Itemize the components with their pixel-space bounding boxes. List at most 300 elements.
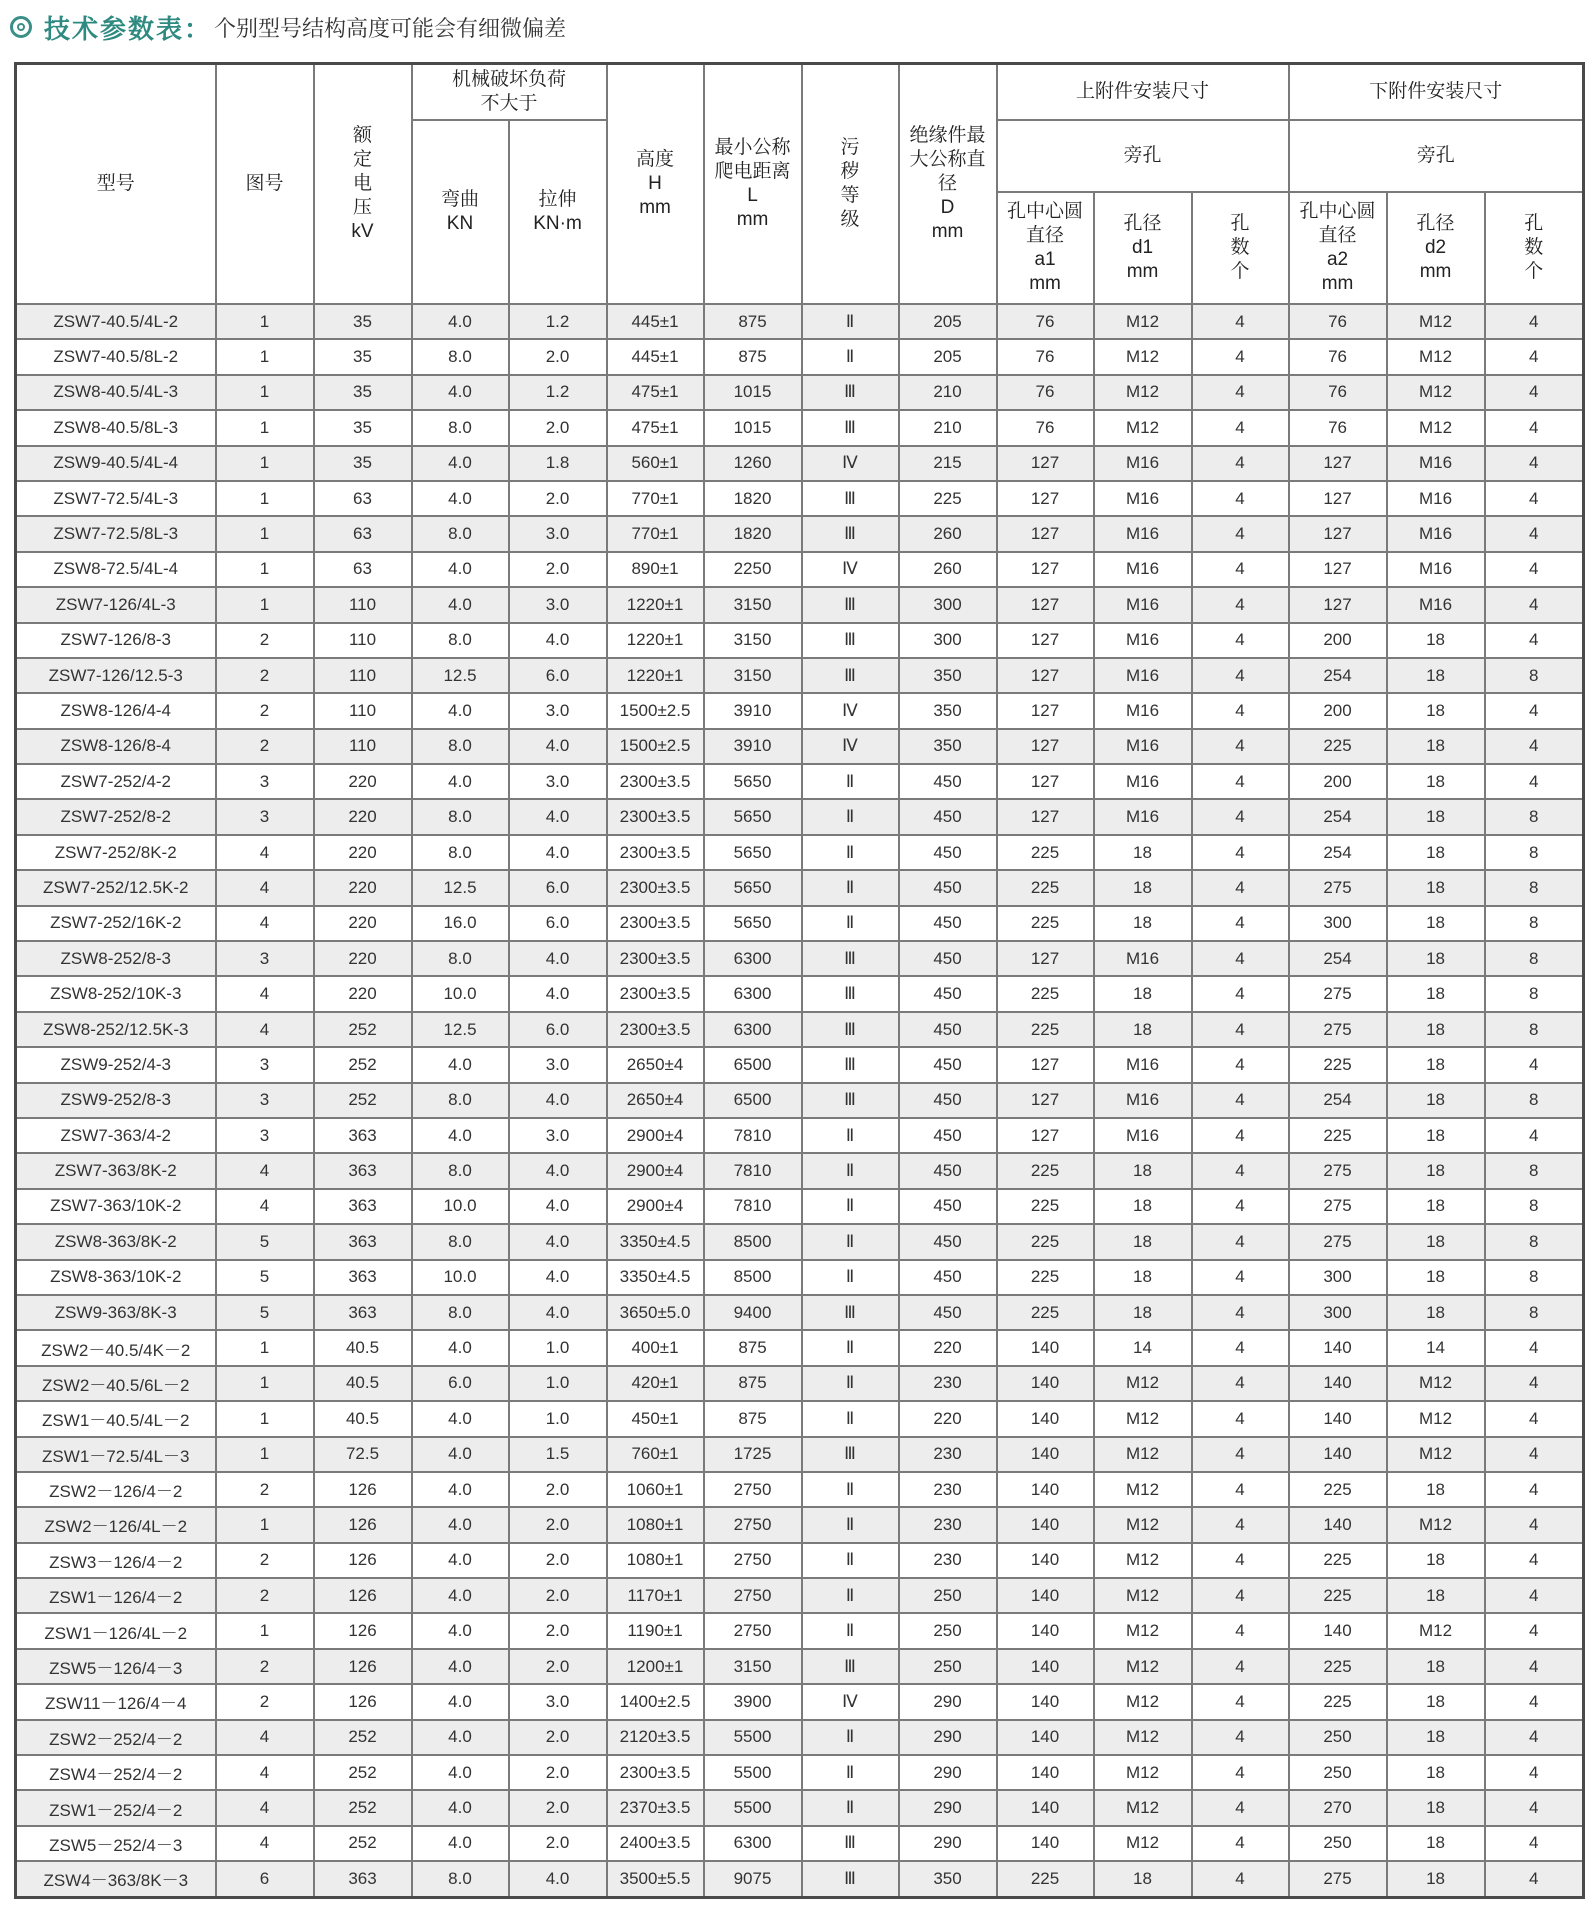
table-row [16, 1189, 1584, 1224]
cell-a1: 140 [997, 1649, 1094, 1684]
cell-creepage: 9075 [704, 1861, 802, 1897]
cell-pollution: Ⅱ [802, 1118, 899, 1153]
cell-n1: 4 [1192, 1613, 1289, 1648]
cell-height: 1500±2.5 [607, 693, 704, 728]
cell-figure: 1 [216, 1366, 314, 1401]
cell-bending: 8.0 [412, 410, 509, 445]
cell-diameter: 350 [899, 658, 997, 693]
cell-voltage: 252 [314, 1012, 412, 1047]
cell-a1: 140 [997, 1613, 1094, 1648]
cell-n1: 4 [1192, 1047, 1289, 1082]
cell-model: ZSW8-363/10K-2 [16, 1260, 216, 1295]
cell-voltage: 126 [314, 1684, 412, 1719]
cell-n2: 8 [1485, 1012, 1584, 1047]
header-upper-fitting: 上附件安装尺寸 [997, 64, 1289, 121]
cell-diameter: 350 [899, 693, 997, 728]
cell-n1: 4 [1192, 976, 1289, 1011]
cell-figure: 2 [216, 623, 314, 658]
cell-diameter: 450 [899, 941, 997, 976]
cell-figure: 5 [216, 1224, 314, 1259]
cell-diameter: 225 [899, 481, 997, 516]
cell-a1: 140 [997, 1790, 1094, 1825]
cell-creepage: 3910 [704, 729, 802, 764]
cell-d2: 18 [1387, 1684, 1485, 1719]
cell-diameter: 210 [899, 375, 997, 410]
cell-figure: 2 [216, 1649, 314, 1684]
cell-d2: M12 [1387, 339, 1485, 374]
cell-bending: 4.0 [412, 1755, 509, 1790]
table-row [16, 1826, 1584, 1861]
cell-diameter: 450 [899, 906, 997, 941]
cell-n1: 4 [1192, 835, 1289, 870]
table-row [16, 375, 1584, 410]
cell-pollution: Ⅲ [802, 658, 899, 693]
cell-a1: 76 [997, 339, 1094, 374]
cell-d2: 18 [1387, 1295, 1485, 1330]
cell-n1: 4 [1192, 1578, 1289, 1613]
cell-n1: 4 [1192, 1189, 1289, 1224]
cell-d1: 18 [1094, 870, 1192, 905]
cell-a2: 225 [1289, 1118, 1387, 1153]
cell-figure: 4 [216, 1755, 314, 1790]
table-row [16, 1720, 1584, 1755]
cell-bending: 8.0 [412, 339, 509, 374]
cell-a1: 76 [997, 304, 1094, 339]
cell-d2: 18 [1387, 799, 1485, 834]
cell-diameter: 450 [899, 1189, 997, 1224]
cell-figure: 1 [216, 1507, 314, 1542]
cell-tensile: 4.0 [509, 1260, 607, 1295]
cell-n2: 4 [1485, 1507, 1584, 1542]
cell-bending: 4.0 [412, 1578, 509, 1613]
header-pollution: 污 秽 等 级 [802, 64, 899, 305]
cell-creepage: 5500 [704, 1755, 802, 1790]
cell-figure: 1 [216, 516, 314, 551]
cell-pollution: Ⅲ [802, 587, 899, 622]
cell-voltage: 220 [314, 906, 412, 941]
table-row [16, 516, 1584, 551]
cell-bending: 4.0 [412, 1684, 509, 1719]
cell-creepage: 875 [704, 304, 802, 339]
cell-voltage: 252 [314, 1826, 412, 1861]
cell-height: 2900±4 [607, 1118, 704, 1153]
cell-n2: 4 [1485, 764, 1584, 799]
cell-n1: 4 [1192, 1649, 1289, 1684]
table-row [16, 693, 1584, 728]
cell-n1: 4 [1192, 1224, 1289, 1259]
cell-pollution: Ⅱ [802, 1720, 899, 1755]
cell-model: ZSW2－126/4L－2 [16, 1507, 216, 1542]
cell-model: ZSW11－126/4－4 [16, 1684, 216, 1719]
table-row [16, 1507, 1584, 1542]
cell-height: 2300±3.5 [607, 1012, 704, 1047]
cell-bending: 4.0 [412, 1118, 509, 1153]
cell-height: 1200±1 [607, 1649, 704, 1684]
cell-height: 2300±3.5 [607, 764, 704, 799]
cell-d1: 18 [1094, 1861, 1192, 1897]
cell-n1: 4 [1192, 729, 1289, 764]
cell-voltage: 110 [314, 587, 412, 622]
cell-voltage: 363 [314, 1224, 412, 1259]
cell-a2: 225 [1289, 1684, 1387, 1719]
cell-creepage: 3900 [704, 1684, 802, 1719]
cell-model: ZSW8-126/8-4 [16, 729, 216, 764]
cell-tensile: 1.5 [509, 1437, 607, 1472]
cell-a2: 254 [1289, 835, 1387, 870]
cell-a1: 225 [997, 976, 1094, 1011]
cell-n2: 4 [1485, 1861, 1584, 1897]
cell-tensile: 2.0 [509, 1578, 607, 1613]
cell-height: 1080±1 [607, 1543, 704, 1578]
cell-pollution: Ⅱ [802, 1578, 899, 1613]
cell-bending: 8.0 [412, 1083, 509, 1118]
cell-tensile: 2.0 [509, 1755, 607, 1790]
table-row [16, 906, 1584, 941]
cell-creepage: 9400 [704, 1295, 802, 1330]
cell-pollution: Ⅲ [802, 941, 899, 976]
cell-height: 3500±5.5 [607, 1861, 704, 1897]
cell-a2: 140 [1289, 1366, 1387, 1401]
cell-d2: 18 [1387, 906, 1485, 941]
cell-pollution: Ⅲ [802, 623, 899, 658]
cell-diameter: 350 [899, 1861, 997, 1897]
cell-n2: 4 [1485, 1826, 1584, 1861]
cell-figure: 1 [216, 339, 314, 374]
cell-d1: M16 [1094, 481, 1192, 516]
cell-d2: 18 [1387, 870, 1485, 905]
cell-diameter: 220 [899, 1330, 997, 1365]
cell-pollution: Ⅱ [802, 906, 899, 941]
cell-n1: 4 [1192, 1861, 1289, 1897]
cell-voltage: 363 [314, 1118, 412, 1153]
cell-figure: 1 [216, 481, 314, 516]
cell-n1: 4 [1192, 410, 1289, 445]
cell-d1: M12 [1094, 1755, 1192, 1790]
cell-creepage: 3150 [704, 587, 802, 622]
cell-d1: M12 [1094, 1401, 1192, 1436]
cell-n2: 4 [1485, 304, 1584, 339]
cell-d2: M16 [1387, 481, 1485, 516]
header-diameter: 绝缘件最 大公称直 径 D mm [899, 64, 997, 305]
cell-height: 2300±3.5 [607, 976, 704, 1011]
cell-diameter: 260 [899, 516, 997, 551]
cell-tensile: 2.0 [509, 1826, 607, 1861]
cell-a2: 225 [1289, 1472, 1387, 1507]
cell-height: 560±1 [607, 446, 704, 481]
cell-creepage: 875 [704, 1366, 802, 1401]
cell-creepage: 875 [704, 1401, 802, 1436]
cell-height: 3350±4.5 [607, 1224, 704, 1259]
cell-diameter: 250 [899, 1649, 997, 1684]
cell-bending: 4.0 [412, 1790, 509, 1825]
cell-d1: 18 [1094, 1224, 1192, 1259]
cell-voltage: 72.5 [314, 1437, 412, 1472]
cell-d1: M12 [1094, 1684, 1192, 1719]
cell-model: ZSW3－126/4－2 [16, 1543, 216, 1578]
cell-bending: 4.0 [412, 1613, 509, 1648]
cell-creepage: 6300 [704, 1012, 802, 1047]
cell-figure: 4 [216, 1720, 314, 1755]
cell-d1: M16 [1094, 446, 1192, 481]
cell-height: 400±1 [607, 1330, 704, 1365]
header-a1: 孔中心圆 直径 a1 mm [997, 192, 1094, 304]
cell-tensile: 3.0 [509, 693, 607, 728]
cell-n2: 4 [1485, 1684, 1584, 1719]
cell-n1: 4 [1192, 1366, 1289, 1401]
cell-n1: 4 [1192, 1083, 1289, 1118]
cell-d2: M16 [1387, 587, 1485, 622]
cell-tensile: 4.0 [509, 941, 607, 976]
cell-creepage: 2750 [704, 1472, 802, 1507]
cell-bending: 4.0 [412, 1507, 509, 1542]
cell-pollution: Ⅲ [802, 1012, 899, 1047]
cell-a1: 140 [997, 1826, 1094, 1861]
header-n1: 孔 数 个 [1192, 192, 1289, 304]
cell-creepage: 6300 [704, 976, 802, 1011]
cell-d2: 18 [1387, 1153, 1485, 1188]
cell-d2: 18 [1387, 1224, 1485, 1259]
cell-pollution: Ⅲ [802, 410, 899, 445]
cell-voltage: 363 [314, 1153, 412, 1188]
cell-figure: 2 [216, 1578, 314, 1613]
cell-voltage: 252 [314, 1755, 412, 1790]
table-row [16, 1366, 1584, 1401]
cell-d2: M16 [1387, 516, 1485, 551]
cell-n2: 8 [1485, 1224, 1584, 1259]
cell-n1: 4 [1192, 693, 1289, 728]
table-row [16, 1012, 1584, 1047]
cell-n1: 4 [1192, 1437, 1289, 1472]
cell-tensile: 2.0 [509, 1790, 607, 1825]
table-row [16, 1684, 1584, 1719]
cell-model: ZSW1－40.5/4L－2 [16, 1401, 216, 1436]
cell-pollution: Ⅱ [802, 1790, 899, 1825]
cell-diameter: 250 [899, 1578, 997, 1613]
cell-model: ZSW7-126/4L-3 [16, 587, 216, 622]
cell-figure: 3 [216, 1047, 314, 1082]
cell-n1: 4 [1192, 1507, 1289, 1542]
cell-a1: 127 [997, 764, 1094, 799]
cell-voltage: 110 [314, 729, 412, 764]
cell-d2: 18 [1387, 658, 1485, 693]
cell-model: ZSW7-252/16K-2 [16, 906, 216, 941]
cell-figure: 4 [216, 1826, 314, 1861]
cell-a2: 225 [1289, 1543, 1387, 1578]
cell-a1: 127 [997, 587, 1094, 622]
cell-d2: M12 [1387, 1366, 1485, 1401]
cell-d1: 18 [1094, 906, 1192, 941]
cell-n1: 4 [1192, 1401, 1289, 1436]
cell-d2: M12 [1387, 1613, 1485, 1648]
cell-voltage: 35 [314, 410, 412, 445]
cell-tensile: 3.0 [509, 1047, 607, 1082]
cell-pollution: Ⅳ [802, 1684, 899, 1719]
cell-figure: 1 [216, 1330, 314, 1365]
cell-pollution: Ⅳ [802, 552, 899, 587]
cell-d1: M16 [1094, 799, 1192, 834]
cell-model: ZSW7-363/8K-2 [16, 1153, 216, 1188]
cell-n2: 8 [1485, 658, 1584, 693]
cell-model: ZSW2－40.5/4K－2 [16, 1330, 216, 1365]
cell-n1: 4 [1192, 1826, 1289, 1861]
table-row [16, 1295, 1584, 1330]
cell-model: ZSW7-252/12.5K-2 [16, 870, 216, 905]
cell-figure: 3 [216, 799, 314, 834]
cell-figure: 5 [216, 1295, 314, 1330]
cell-diameter: 450 [899, 870, 997, 905]
cell-height: 1060±1 [607, 1472, 704, 1507]
cell-bending: 4.0 [412, 1543, 509, 1578]
cell-d2: M16 [1387, 552, 1485, 587]
cell-diameter: 450 [899, 976, 997, 1011]
cell-d2: 18 [1387, 1543, 1485, 1578]
cell-tensile: 4.0 [509, 1189, 607, 1224]
cell-a1: 140 [997, 1401, 1094, 1436]
cell-pollution: Ⅱ [802, 1472, 899, 1507]
cell-diameter: 290 [899, 1826, 997, 1861]
cell-pollution: Ⅳ [802, 446, 899, 481]
cell-voltage: 252 [314, 1047, 412, 1082]
cell-creepage: 2250 [704, 552, 802, 587]
table-row [16, 1472, 1584, 1507]
cell-height: 1190±1 [607, 1613, 704, 1648]
cell-figure: 4 [216, 835, 314, 870]
cell-model: ZSW1－126/4－2 [16, 1578, 216, 1613]
cell-n2: 8 [1485, 1189, 1584, 1224]
cell-a1: 127 [997, 1047, 1094, 1082]
cell-n2: 4 [1485, 587, 1584, 622]
cell-height: 2300±3.5 [607, 799, 704, 834]
cell-pollution: Ⅱ [802, 870, 899, 905]
cell-creepage: 2750 [704, 1543, 802, 1578]
cell-creepage: 6300 [704, 941, 802, 976]
table-row [16, 1790, 1584, 1825]
cell-creepage: 5650 [704, 870, 802, 905]
cell-figure: 1 [216, 446, 314, 481]
cell-a2: 275 [1289, 1153, 1387, 1188]
cell-height: 445±1 [607, 339, 704, 374]
cell-pollution: Ⅱ [802, 835, 899, 870]
header-mech-load: 机械破坏负荷 不大于 [412, 64, 607, 121]
cell-model: ZSW9-40.5/4L-4 [16, 446, 216, 481]
cell-height: 2300±3.5 [607, 1755, 704, 1790]
cell-a1: 127 [997, 1083, 1094, 1118]
cell-tensile: 4.0 [509, 1861, 607, 1897]
cell-diameter: 300 [899, 623, 997, 658]
cell-d2: 18 [1387, 1047, 1485, 1082]
cell-bending: 10.0 [412, 976, 509, 1011]
cell-figure: 4 [216, 1012, 314, 1047]
cell-height: 770±1 [607, 516, 704, 551]
cell-tensile: 2.0 [509, 1649, 607, 1684]
cell-n1: 4 [1192, 516, 1289, 551]
cell-n2: 4 [1485, 1330, 1584, 1365]
cell-a2: 254 [1289, 658, 1387, 693]
cell-voltage: 40.5 [314, 1366, 412, 1401]
cell-figure: 1 [216, 1401, 314, 1436]
cell-voltage: 40.5 [314, 1401, 412, 1436]
cell-d1: 18 [1094, 1260, 1192, 1295]
cell-model: ZSW7-252/8-2 [16, 799, 216, 834]
header-model: 型号 [16, 64, 216, 305]
cell-a1: 140 [997, 1330, 1094, 1365]
cell-d2: 18 [1387, 1720, 1485, 1755]
cell-bending: 4.0 [412, 481, 509, 516]
cell-height: 2900±4 [607, 1189, 704, 1224]
cell-figure: 1 [216, 1437, 314, 1472]
table-row [16, 1755, 1584, 1790]
cell-bending: 4.0 [412, 1720, 509, 1755]
cell-figure: 3 [216, 764, 314, 799]
cell-pollution: Ⅱ [802, 1153, 899, 1188]
cell-n2: 4 [1485, 1366, 1584, 1401]
cell-a2: 275 [1289, 1012, 1387, 1047]
cell-n2: 4 [1485, 1437, 1584, 1472]
table-row [16, 1437, 1584, 1472]
cell-tensile: 2.0 [509, 1472, 607, 1507]
header-figure: 图号 [216, 64, 314, 305]
cell-height: 1220±1 [607, 623, 704, 658]
cell-pollution: Ⅲ [802, 375, 899, 410]
table-row [16, 552, 1584, 587]
cell-n2: 4 [1485, 693, 1584, 728]
cell-d2: 18 [1387, 1012, 1485, 1047]
cell-a1: 225 [997, 1153, 1094, 1188]
cell-model: ZSW8-363/8K-2 [16, 1224, 216, 1259]
cell-diameter: 230 [899, 1507, 997, 1542]
table-row [16, 481, 1584, 516]
cell-a2: 76 [1289, 304, 1387, 339]
cell-bending: 8.0 [412, 799, 509, 834]
cell-pollution: Ⅱ [802, 799, 899, 834]
cell-n1: 4 [1192, 870, 1289, 905]
cell-creepage: 1725 [704, 1437, 802, 1472]
cell-bending: 4.0 [412, 693, 509, 728]
cell-height: 2300±3.5 [607, 870, 704, 905]
table-row [16, 1118, 1584, 1153]
cell-d1: M12 [1094, 1543, 1192, 1578]
cell-height: 760±1 [607, 1437, 704, 1472]
table-row [16, 941, 1584, 976]
cell-figure: 2 [216, 729, 314, 764]
cell-n2: 8 [1485, 835, 1584, 870]
target-circle-icon [10, 16, 32, 38]
cell-tensile: 4.0 [509, 729, 607, 764]
cell-figure: 5 [216, 1260, 314, 1295]
cell-d2: 18 [1387, 764, 1485, 799]
cell-n1: 4 [1192, 1720, 1289, 1755]
cell-diameter: 230 [899, 1366, 997, 1401]
cell-d2: M12 [1387, 304, 1485, 339]
cell-creepage: 5650 [704, 906, 802, 941]
table-row [16, 1861, 1584, 1897]
cell-bending: 8.0 [412, 1153, 509, 1188]
cell-model: ZSW9-363/8K-3 [16, 1295, 216, 1330]
cell-height: 1170±1 [607, 1578, 704, 1613]
cell-tensile: 2.0 [509, 410, 607, 445]
cell-n2: 4 [1485, 1578, 1584, 1613]
cell-a2: 275 [1289, 976, 1387, 1011]
cell-model: ZSW7-126/12.5-3 [16, 658, 216, 693]
cell-a2: 250 [1289, 1755, 1387, 1790]
cell-creepage: 5500 [704, 1720, 802, 1755]
cell-d1: 18 [1094, 1012, 1192, 1047]
cell-bending: 6.0 [412, 1366, 509, 1401]
cell-bending: 10.0 [412, 1260, 509, 1295]
cell-tensile: 2.0 [509, 1613, 607, 1648]
cell-a2: 127 [1289, 552, 1387, 587]
cell-n1: 4 [1192, 1330, 1289, 1365]
